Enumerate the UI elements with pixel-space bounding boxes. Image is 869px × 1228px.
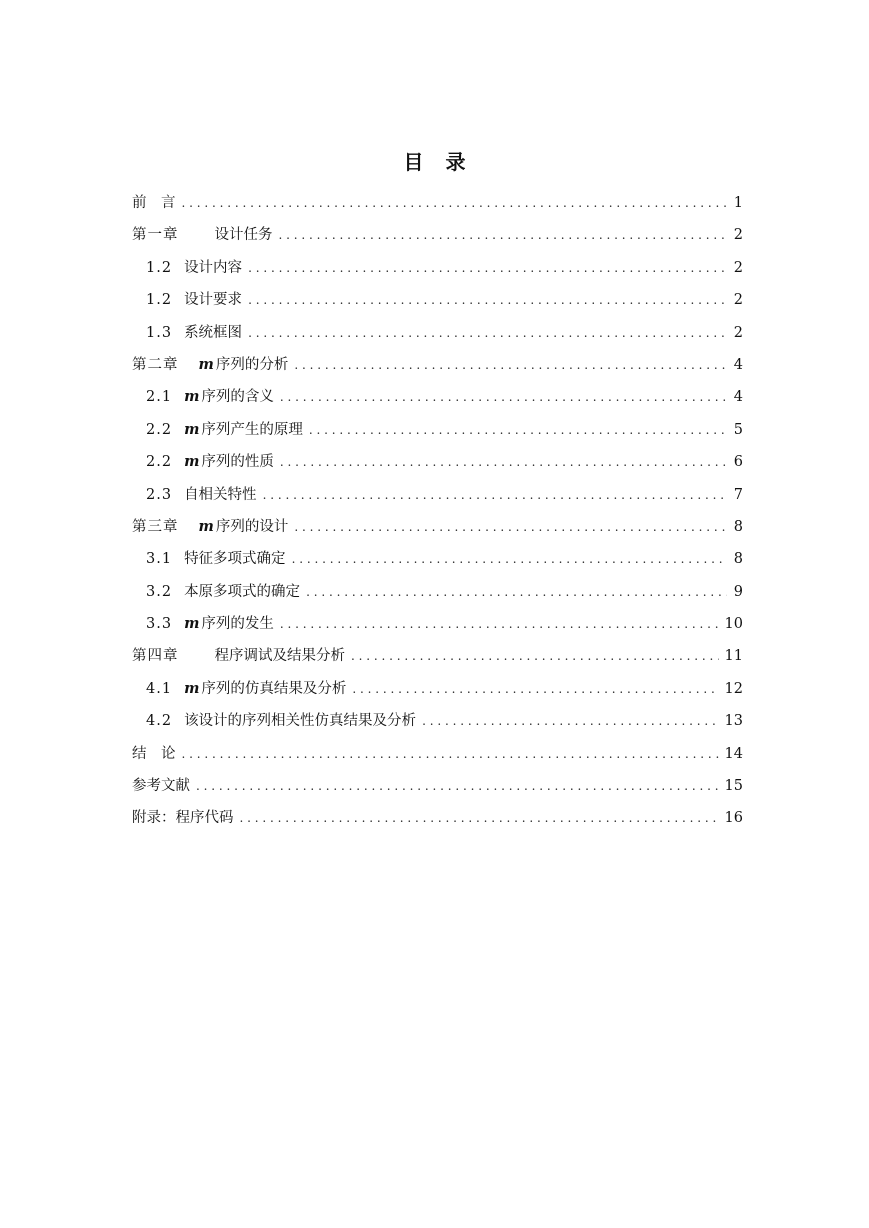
toc-entry-page: 10 xyxy=(724,616,743,633)
toc-leader-dots xyxy=(240,802,719,834)
toc-leader-dots xyxy=(294,349,727,381)
toc-entry[interactable] xyxy=(132,738,743,770)
toc-entry-number: 第四章 xyxy=(132,648,179,665)
toc-entry[interactable] xyxy=(132,608,743,640)
toc-leader-dots xyxy=(294,511,727,543)
toc-entry[interactable] xyxy=(132,576,743,608)
toc-entry-number: 3.2 xyxy=(146,583,173,600)
toc-entry-italic-symbol: m xyxy=(184,679,200,697)
toc-leader-dots xyxy=(248,284,727,316)
toc-entry-label xyxy=(146,284,242,316)
toc-leader-dots xyxy=(263,479,727,511)
toc-leader-dots xyxy=(280,381,727,413)
toc-entry-text: 系统框图 xyxy=(184,324,243,341)
table-of-contents xyxy=(132,187,743,835)
toc-entry-text: 序列的设计 xyxy=(215,518,289,535)
toc-entry[interactable] xyxy=(132,252,743,284)
toc-entry-page: 8 xyxy=(733,518,743,535)
toc-entry-text: 参考文献 xyxy=(132,778,190,795)
toc-entry-italic-symbol: m xyxy=(184,453,200,471)
toc-leader-dots xyxy=(182,187,728,219)
toc-entry[interactable] xyxy=(132,673,743,705)
toc-entry[interactable] xyxy=(132,381,743,413)
toc-entry-label xyxy=(146,705,416,737)
toc-entry-label xyxy=(146,543,286,575)
toc-entry[interactable] xyxy=(132,317,743,349)
toc-leader-dots xyxy=(292,543,727,575)
toc-entry-label xyxy=(132,640,345,672)
toc-entry-number: 3.3 xyxy=(146,616,173,633)
toc-entry-text: 设计内容 xyxy=(184,259,243,276)
toc-entry-number: 1.2 xyxy=(146,259,173,276)
toc-entry[interactable] xyxy=(132,349,743,381)
toc-title-char-2: 录 xyxy=(445,150,466,174)
toc-leader-dots xyxy=(422,705,718,737)
toc-entry-label xyxy=(132,349,288,381)
toc-leader-dots xyxy=(182,738,719,770)
toc-title xyxy=(0,146,869,175)
toc-entry[interactable] xyxy=(132,511,743,543)
toc-entry-text: 特征多项式确定 xyxy=(184,551,286,568)
toc-entry-text: 自相关特性 xyxy=(184,486,257,503)
toc-entry[interactable] xyxy=(132,640,743,672)
toc-entry[interactable] xyxy=(132,446,743,478)
toc-entry-italic-symbol: m xyxy=(198,355,214,373)
toc-entry-page: 7 xyxy=(733,486,743,503)
toc-entry-label xyxy=(132,802,234,834)
toc-entry-text: 附录：程序代码 xyxy=(132,810,234,827)
toc-entry-label xyxy=(146,446,274,478)
toc-entry-label xyxy=(132,187,176,219)
toc-entry-text: 序列的性质 xyxy=(201,454,274,471)
toc-title-char-1: 目 xyxy=(403,150,424,174)
toc-entry-number: 2.2 xyxy=(146,421,173,438)
toc-entry-number: 2.3 xyxy=(146,486,173,503)
toc-entry-text: 序列的含义 xyxy=(201,389,274,406)
toc-entry-label xyxy=(146,479,257,511)
toc-entry-page: 2 xyxy=(733,259,743,276)
toc-entry-text: 序列的仿真结果及分析 xyxy=(201,680,347,697)
toc-entry-page: 15 xyxy=(724,778,743,795)
toc-entry-label xyxy=(146,576,300,608)
toc-leader-dots xyxy=(248,317,727,349)
toc-entry[interactable] xyxy=(132,187,743,219)
toc-leader-dots xyxy=(280,446,727,478)
toc-entry[interactable] xyxy=(132,284,743,316)
toc-entry-page: 16 xyxy=(724,810,743,827)
toc-entry-label xyxy=(146,252,242,284)
toc-entry-italic-symbol: m xyxy=(184,420,200,438)
toc-leader-dots xyxy=(306,576,727,608)
toc-entry-page: 2 xyxy=(733,324,743,341)
toc-entry-number: 1.2 xyxy=(146,292,173,309)
toc-leader-dots xyxy=(279,219,728,251)
toc-entry-number: 3.1 xyxy=(146,551,173,568)
toc-entry-page: 13 xyxy=(724,713,743,730)
toc-leader-dots xyxy=(248,252,727,284)
toc-entry-text: 结 论 xyxy=(132,745,176,762)
toc-entry-page: 14 xyxy=(724,745,743,762)
toc-entry-label xyxy=(132,219,273,251)
toc-entry[interactable] xyxy=(132,479,743,511)
toc-entry-label xyxy=(146,608,274,640)
toc-entry-number: 1.3 xyxy=(146,324,173,341)
toc-entry-page: 4 xyxy=(733,389,743,406)
toc-entry-number: 第一章 xyxy=(132,227,179,244)
toc-entry[interactable] xyxy=(132,543,743,575)
toc-entry-number: 4.2 xyxy=(146,713,173,730)
toc-leader-dots xyxy=(280,608,719,640)
toc-entry-page: 1 xyxy=(733,195,743,211)
toc-entry-text: 本原多项式的确定 xyxy=(184,583,301,600)
toc-entry-label xyxy=(146,414,303,446)
toc-leader-dots xyxy=(196,770,719,802)
toc-entry-page: 8 xyxy=(733,551,743,568)
toc-entry-number: 2.2 xyxy=(146,454,173,471)
toc-entry-text: 前 言 xyxy=(132,195,176,211)
toc-entry-page: 12 xyxy=(724,680,743,697)
toc-entry-text: 程序调试及结果分析 xyxy=(214,648,345,665)
toc-entry-label xyxy=(146,381,274,413)
toc-entry[interactable] xyxy=(132,705,743,737)
toc-entry[interactable] xyxy=(132,414,743,446)
toc-entry[interactable] xyxy=(132,219,743,251)
toc-entry-italic-symbol: m xyxy=(184,388,200,406)
toc-leader-dots xyxy=(309,414,727,446)
toc-entry-number: 第二章 xyxy=(132,356,179,373)
toc-entry[interactable] xyxy=(132,770,743,802)
toc-entry[interactable] xyxy=(132,802,743,834)
toc-entry-page: 2 xyxy=(733,292,743,309)
toc-entry-number: 2.1 xyxy=(146,389,173,406)
toc-entry-label xyxy=(146,317,242,349)
toc-entry-number: 4.1 xyxy=(146,680,173,697)
toc-entry-page: 4 xyxy=(733,356,743,373)
toc-entry-label xyxy=(132,738,176,770)
toc-entry-page: 6 xyxy=(733,454,743,471)
toc-entry-text: 序列产生的原理 xyxy=(201,421,303,438)
toc-entry-page: 2 xyxy=(733,227,743,244)
toc-entry-text: 设计任务 xyxy=(214,227,273,244)
toc-entry-label xyxy=(146,673,346,705)
toc-entry-text: 序列的发生 xyxy=(201,616,274,633)
toc-entry-number: 第三章 xyxy=(132,518,179,535)
toc-entry-label xyxy=(132,511,288,543)
toc-entry-page: 5 xyxy=(733,421,743,438)
toc-entry-italic-symbol: m xyxy=(198,517,214,535)
toc-leader-dots xyxy=(352,673,718,705)
toc-entry-text: 该设计的序列相关性仿真结果及分析 xyxy=(184,713,417,730)
toc-leader-dots xyxy=(351,640,719,672)
toc-entry-italic-symbol: m xyxy=(184,615,200,633)
toc-entry-page: 11 xyxy=(724,648,743,665)
toc-entry-page: 9 xyxy=(733,583,743,600)
toc-entry-text: 设计要求 xyxy=(184,292,243,309)
toc-entry-label xyxy=(132,770,190,802)
toc-entry-text: 序列的分析 xyxy=(215,356,289,373)
